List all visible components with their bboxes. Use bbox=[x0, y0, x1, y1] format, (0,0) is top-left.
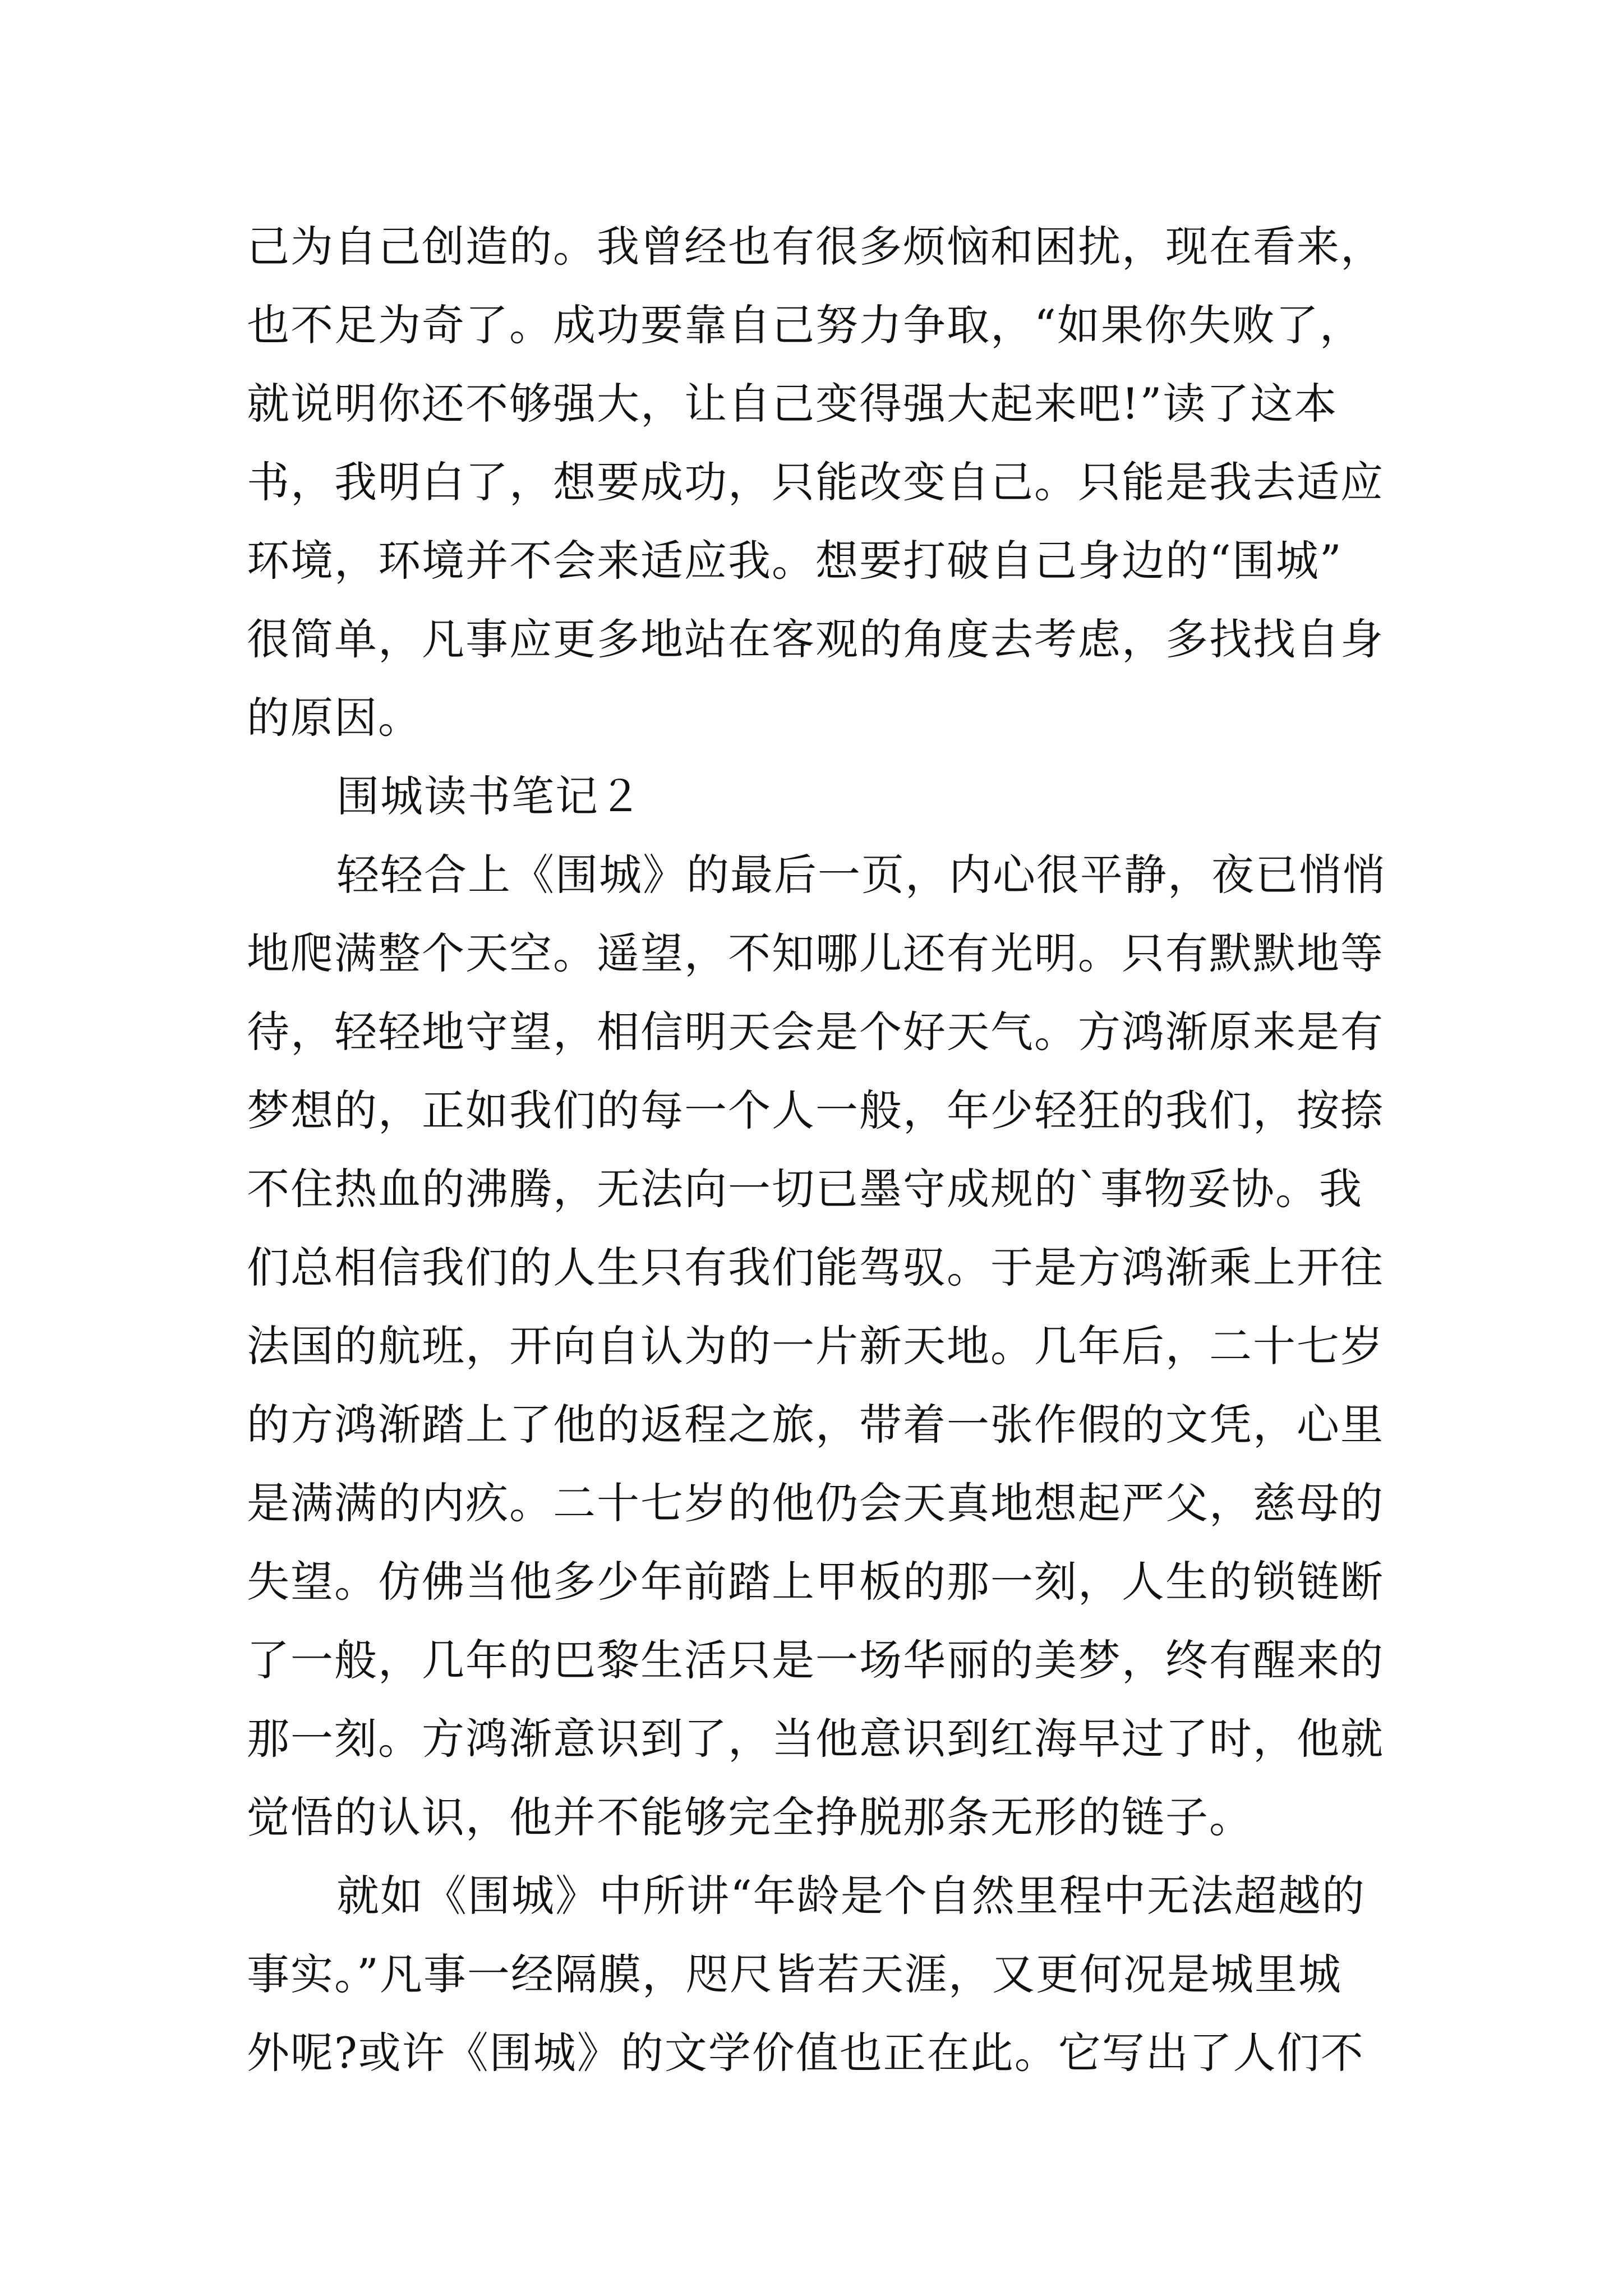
section-heading: 围城读书笔记２ bbox=[336, 771, 643, 821]
text-line: 不住热血的沸腾，无法向一切已墨守成规的`事物妥协。我 bbox=[247, 1164, 1363, 1214]
text-line: 也不足为奇了。成功要靠自己努力争取，“如果你失败了， bbox=[247, 300, 1363, 350]
text-line: 己为自己创造的。我曾经也有很多烦恼和困扰，现在看来， bbox=[247, 222, 1384, 272]
text-line: 书，我明白了，想要成功，只能改变自己。只能是我去适应 bbox=[247, 457, 1384, 507]
text-line: 就说明你还不够强大，让自己变得强大起来吧!”读了这本 bbox=[247, 379, 1338, 429]
text-line: 待，轻轻地守望，相信明天会是个好天气。方鸿渐原来是有 bbox=[247, 1007, 1384, 1057]
text-line: 失望。仿佛当他多少年前踏上甲板的那一刻，人生的锁链断 bbox=[247, 1557, 1384, 1607]
text-line: 法国的航班，开向自认为的一片新天地。几年后，二十七岁 bbox=[247, 1321, 1384, 1371]
text-line: 的方鸿渐踏上了他的返程之旅，带着一张作假的文凭，心里 bbox=[247, 1400, 1384, 1450]
text-line: 就如《围城》中所讲“年龄是个自然里程中无法超越的 bbox=[336, 1871, 1366, 1921]
text-line: 觉悟的认识，他并不能够完全挣脱那条无形的链子。 bbox=[247, 1792, 1253, 1842]
text-line: 了一般，几年的巴黎生活只是一场华丽的美梦，终有醒来的 bbox=[247, 1635, 1384, 1685]
text-line: 们总相信我们的人生只有我们能驾驭。于是方鸿渐乘上开往 bbox=[247, 1243, 1384, 1292]
text-line: 环境，环境并不会来适应我。想要打破自己身边的“围城” bbox=[247, 536, 1343, 586]
text-line: 很简单，凡事应更多地站在客观的角度去考虑，多找找自身 bbox=[247, 614, 1384, 664]
text-line: 是满满的内疚。二十七岁的他仍会天真地想起严父，慈母的 bbox=[247, 1478, 1384, 1528]
text-line: 地爬满整个天空。遥望，不知哪儿还有光明。只有默默地等 bbox=[247, 928, 1384, 978]
text-line: 梦想的，正如我们的每一个人一般，年少轻狂的我们，按捺 bbox=[247, 1085, 1384, 1135]
text-line: 外呢?或许《围城》的文学价值也正在此。它写出了人们不 bbox=[247, 2028, 1364, 2078]
text-line: 事实。”凡事一经隔膜，咫尺皆若天涯，又更何况是城里城 bbox=[247, 1949, 1342, 1999]
text-line: 的原因。 bbox=[247, 693, 422, 743]
text-line: 那一刻。方鸿渐意识到了，当他意识到红海早过了时，他就 bbox=[247, 1714, 1384, 1764]
text-line: 轻轻合上《围城》的最后一页，内心很平静，夜已悄悄 bbox=[336, 850, 1386, 900]
body-text bbox=[247, 208, 1402, 2092]
